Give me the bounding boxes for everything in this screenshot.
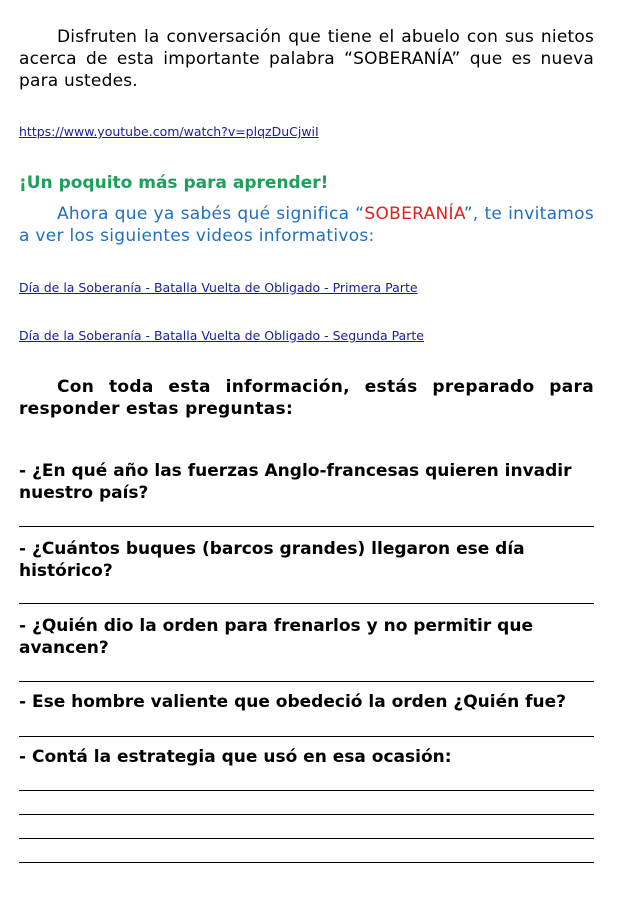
answer-line-5a[interactable]: [19, 790, 594, 791]
answer-line-3[interactable]: [19, 681, 594, 682]
intro-paragraph: Disfruten la conversación que tiene el abuelo con sus nietos acerca de esta importante palabra “SOBERANÍA” que es nueva para ustedes.: [19, 27, 594, 91]
videos-intro-text-before: Ahora que ya sabés qué significa “: [57, 204, 365, 224]
question-5: - Contá la estrategia que usó en esa ocasión:: [19, 747, 452, 767]
video-link-part-1[interactable]: Día de la Soberanía - Batalla Vuelta de Obligado - Primera Parte: [19, 280, 418, 295]
answer-line-1[interactable]: [19, 526, 594, 527]
more-heading: ¡Un poquito más para aprender!: [19, 173, 329, 193]
answer-line-5c[interactable]: [19, 838, 594, 839]
youtube-link[interactable]: https://www.youtube.com/watch?v=plqzDuCjwiI: [19, 124, 319, 139]
soberania-keyword: SOBERANÍA: [364, 204, 464, 224]
question-1: - ¿En qué año las fuerzas Anglo-francesas quieren invadir nuestro país?: [19, 461, 572, 503]
questions-prompt: Con toda esta información, estás preparado para responder estas preguntas:: [19, 377, 594, 419]
video-link-part-2[interactable]: Día de la Soberanía - Batalla Vuelta de Obligado - Segunda Parte: [19, 328, 424, 343]
question-2: - ¿Cuántos buques (barcos grandes) llegaron ese día histórico?: [19, 539, 525, 581]
answer-line-4[interactable]: [19, 736, 594, 737]
question-3: - ¿Quién dio la orden para frenarlos y no permitir que avancen?: [19, 616, 533, 658]
videos-intro-paragraph: [19, 203, 594, 247]
question-4: - Ese hombre valiente que obedeció la orden ¿Quién fue?: [19, 692, 567, 712]
answer-line-5b[interactable]: [19, 814, 594, 815]
answer-line-5d[interactable]: [19, 862, 594, 863]
answer-line-2[interactable]: [19, 603, 594, 604]
videos-intro-text-after: ”, te invitamos a ver los siguientes videos informativos:: [19, 204, 595, 246]
